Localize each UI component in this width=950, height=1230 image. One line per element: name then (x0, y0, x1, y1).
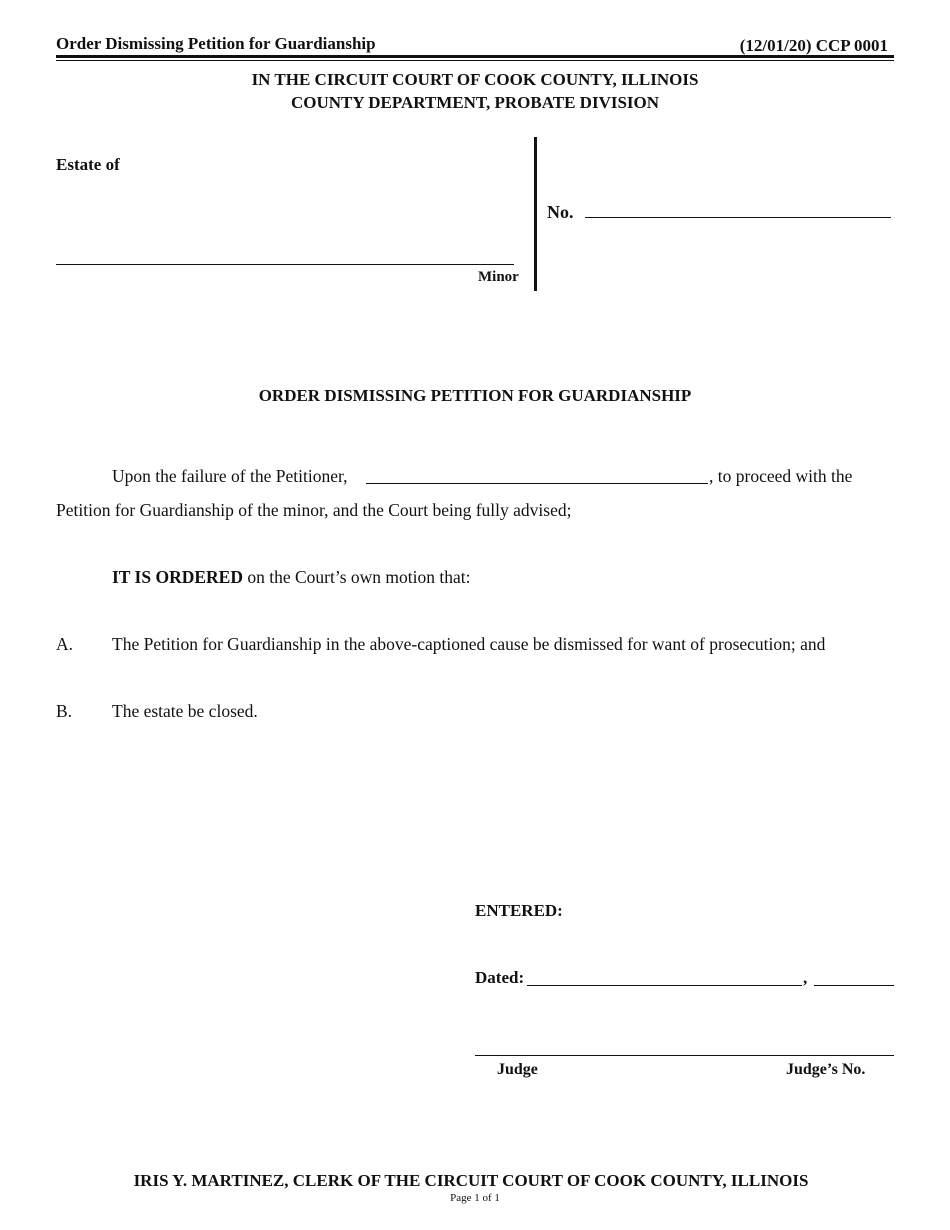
paragraph-1-end: , to proceed with the (709, 466, 853, 486)
petitioner-field[interactable] (366, 483, 708, 484)
item-a-text: The Petition for Guardianship in the above-captioned cause be dismissed for want of prosecution; and (112, 634, 826, 654)
ordered-bold: IT IS ORDERED (112, 567, 243, 587)
dated-label: Dated: (475, 968, 525, 987)
date-field[interactable] (527, 985, 802, 986)
paragraph-1-start: Upon the failure of the Petitioner, (112, 466, 348, 486)
case-number-label: No. (547, 202, 574, 222)
header-rule-thin (56, 60, 894, 61)
court-division: COUNTY DEPARTMENT, PROBATE DIVISION (290, 93, 660, 112)
judge-number-label: Judge’s No. (786, 1061, 866, 1078)
header-rule-thick (56, 55, 894, 58)
estate-label: Estate of (56, 155, 120, 174)
paragraph-2: Petition for Guardianship of the minor, and the Court being fully advised; (56, 500, 572, 520)
court-name: IN THE CIRCUIT COURT OF COOK COUNTY, ILLINOIS (251, 70, 699, 89)
minor-label: Minor (478, 269, 519, 285)
item-b-text: The estate be closed. (112, 701, 258, 721)
clerk-footer: IRIS Y. MARTINEZ, CLERK OF THE CIRCUIT COURT OF COOK COUNTY, ILLINOIS (133, 1171, 809, 1190)
caption-divider (534, 137, 537, 291)
year-field[interactable] (814, 985, 894, 986)
entered-label: ENTERED: (475, 901, 563, 920)
case-number-field[interactable] (585, 217, 891, 218)
judge-signature-field[interactable] (475, 1055, 894, 1056)
form-code: (12/01/20) CCP 0001 (739, 36, 888, 55)
ordered-rest: on the Court’s own motion that: (242, 567, 471, 587)
date-comma: , (803, 968, 808, 987)
form-title: Order Dismissing Petition for Guardianship (56, 34, 376, 53)
judge-label: Judge (497, 1061, 538, 1078)
page-number: Page 1 of 1 (450, 1192, 500, 1204)
estate-name-field[interactable] (56, 264, 514, 265)
item-b-letter: B. (56, 701, 73, 721)
item-a-letter: A. (56, 634, 74, 654)
ordered-clause (112, 567, 470, 588)
document-title: ORDER DISMISSING PETITION FOR GUARDIANSHIP (258, 386, 692, 405)
